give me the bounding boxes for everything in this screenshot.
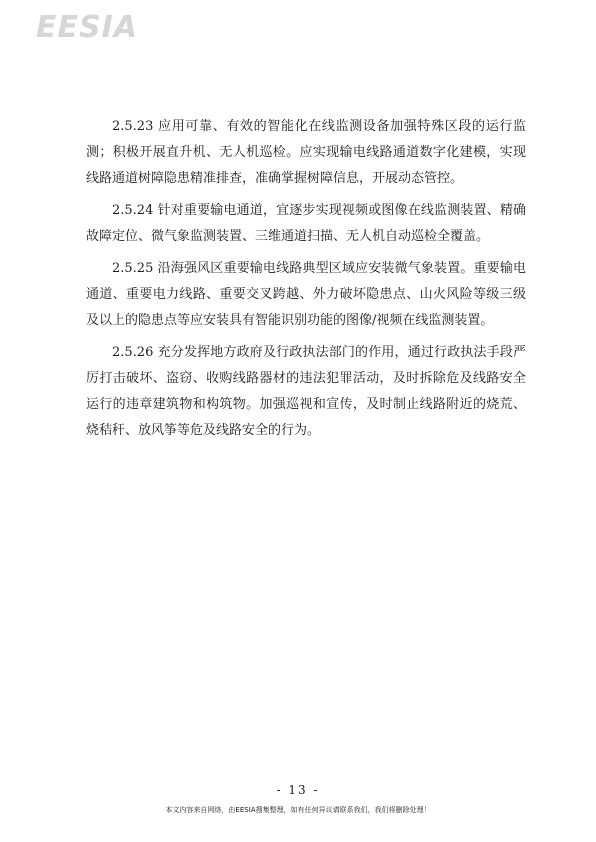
paragraph-2-5-23: 2.5.23 应用可靠、有效的智能化在线监测设备加强特殊区段的运行监测；积极开展直升机、无人机巡检。应实现输电线路通道数字化建模，实现线路通道树障隐患精准排查，准确掌握树障信息，开展动态管控。 bbox=[86, 119, 526, 186]
paragraph-2-5-25: 2.5.25 沿海强风区重要输电线路典型区域应安装微气象装置。重要输电通道、重要电力线路、重要交叉跨越、外力破坏隐患点、山火风险等级三级及以上的隐患点等应安装具有智能识别功能的图像/视频在线监测装置。 bbox=[86, 261, 526, 328]
footer-disclaimer: 本文内容来自网络，由EESIA搜集整理，如有任何异议请联系我们，我们将删除处理！ bbox=[165, 806, 431, 814]
paragraph-2-5-26: 2.5.26 充分发挥地方政府及行政执法部门的作用，通过行政执法手段严厉打击破坏、盗窃、收购线路器材的违法犯罪活动，及时拆除危及线路安全运行的违章建筑物和构筑物。加强巡视和宣传，及时制止线路附近的烧荒、烧秸秆、放风筝等危及线路安全的行为。 bbox=[86, 345, 526, 438]
document-body bbox=[86, 114, 526, 450]
eesia-logo: EESIA bbox=[36, 10, 138, 45]
paragraph-2-5-24: 2.5.24 针对重要输电通道，宜逐步实现视频或图像在线监测装置、精确故障定位、微气象监测装置、三维通道扫描、无人机自动巡检全覆盖。 bbox=[86, 203, 526, 244]
page-number: - 13 - bbox=[276, 783, 320, 797]
